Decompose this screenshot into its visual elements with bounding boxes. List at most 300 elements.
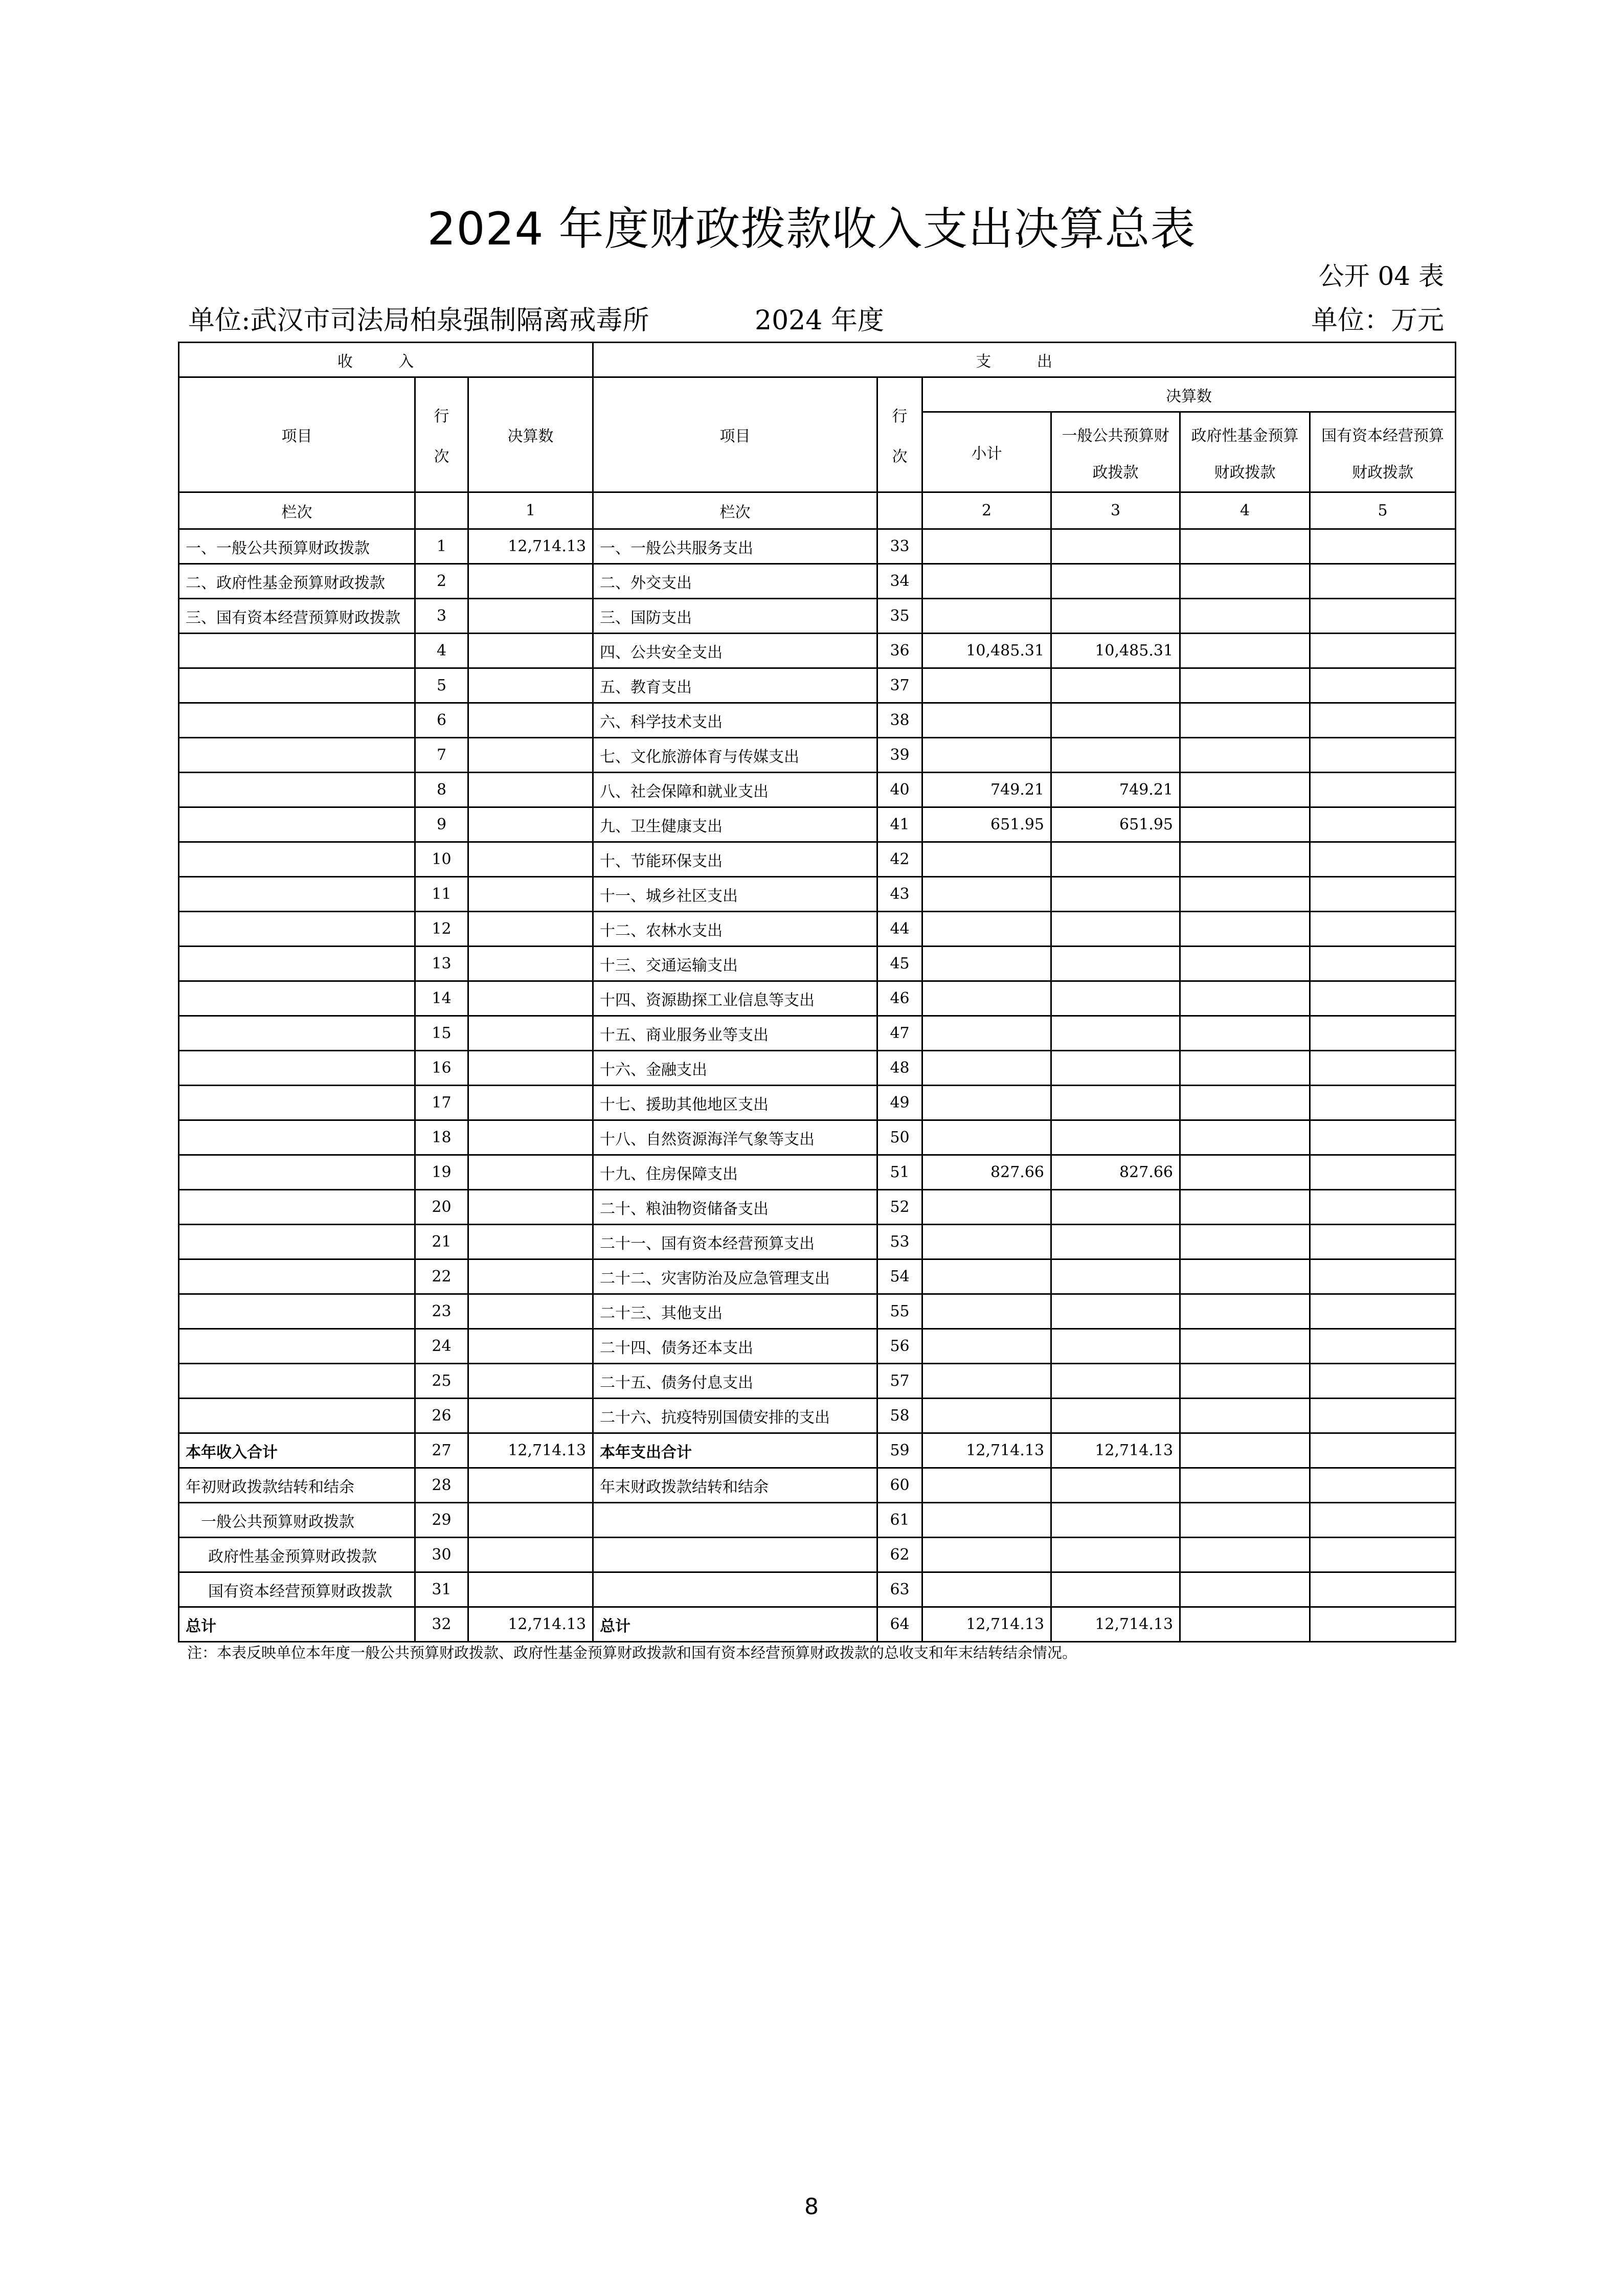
table-row [179, 842, 1456, 877]
cell-inc-amt [468, 1086, 593, 1120]
table-row [179, 1572, 1456, 1607]
cell-exp-no: 43 [877, 877, 922, 912]
cell-inc-name: 一、一般公共预算财政拨款 [179, 529, 415, 564]
cell-sub [922, 1399, 1051, 1433]
cell-inc-no: 7 [415, 738, 468, 773]
cell-sub [922, 738, 1051, 773]
cell-inc-name [179, 1364, 415, 1399]
cell-inc-name: 本年收入合计 [179, 1433, 415, 1468]
cell-inc-no: 31 [415, 1572, 468, 1607]
cell-exp-name: 二十六、抗疫特别国债安排的支出 [593, 1399, 877, 1433]
cell-exp-no: 33 [877, 529, 922, 564]
table-row [179, 1329, 1456, 1364]
cell-gen [1051, 738, 1180, 773]
table-row [179, 1468, 1456, 1503]
cell-exp-no: 40 [877, 773, 922, 807]
cell-sub: 10,485.31 [922, 634, 1051, 668]
cell-inc-amt [468, 807, 593, 842]
cell-gov [1180, 1120, 1310, 1155]
cell-exp-name: 三、国防支出 [593, 599, 877, 634]
cell-inc-amt [468, 1329, 593, 1364]
cell-sub [922, 1364, 1051, 1399]
cell-inc-no: 11 [415, 877, 468, 912]
cell-gov [1180, 912, 1310, 947]
cell-inc-no: 5 [415, 668, 468, 703]
cell-exp-name: 九、卫生健康支出 [593, 807, 877, 842]
cell-inc-name: 总计 [179, 1607, 415, 1642]
cell-inc-name [179, 1190, 415, 1225]
cell-gov [1180, 1503, 1310, 1538]
cell-sub [922, 1503, 1051, 1538]
cell-gen [1051, 1190, 1180, 1225]
table-row [179, 1051, 1456, 1086]
table-row [179, 1259, 1456, 1294]
cell-gen [1051, 1468, 1180, 1503]
cell-inc-amt [468, 1016, 593, 1051]
cell-exp-no: 39 [877, 738, 922, 773]
cell-exp-no: 37 [877, 668, 922, 703]
cell-inc-amt [468, 1538, 593, 1572]
currency-unit: 单位：万元 [1311, 305, 1444, 336]
cell-sub [922, 1016, 1051, 1051]
cell-gen [1051, 564, 1180, 599]
cell-inc-name [179, 668, 415, 703]
footnote: 注：本表反映单位本年度一般公共预算财政拨款、政府性基金预算财政拨款和国有资本经营预算财政拨款的总收支和年末结转结余情况。 [187, 1644, 1077, 1661]
cell-inc-no: 24 [415, 1329, 468, 1364]
subtotal-header: 小计 [922, 412, 1051, 492]
income-row-no-header: 行 次 [415, 377, 468, 492]
cell-gov [1180, 773, 1310, 807]
page-number: 8 [804, 2194, 819, 2220]
cell-exp-no: 63 [877, 1572, 922, 1607]
cell-exp-name: 二十四、债务还本支出 [593, 1329, 877, 1364]
cell-gen [1051, 703, 1180, 738]
cell-soe [1310, 1607, 1456, 1642]
cell-inc-amt [468, 738, 593, 773]
col-number-3: 3 [1051, 492, 1180, 529]
table-row [179, 1225, 1456, 1259]
cell-exp-name: 十五、商业服务业等支出 [593, 1016, 877, 1051]
cell-soe [1310, 1468, 1456, 1503]
cell-gen [1051, 1051, 1180, 1086]
cell-inc-amt [468, 1399, 593, 1433]
cell-sub [922, 1572, 1051, 1607]
cell-gov [1180, 668, 1310, 703]
cell-gov [1180, 529, 1310, 564]
table-row [179, 981, 1456, 1016]
general-budget-header: 一般公共预算财政拨款 [1051, 412, 1180, 492]
cell-inc-amt [468, 1259, 593, 1294]
cell-gen: 827.66 [1051, 1155, 1180, 1190]
cell-gen [1051, 1120, 1180, 1155]
cell-soe [1310, 773, 1456, 807]
cell-exp-name: 年末财政拨款结转和结余 [593, 1468, 877, 1503]
cell-inc-name: 三、国有资本经营预算财政拨款 [179, 599, 415, 634]
cell-inc-no: 21 [415, 1225, 468, 1259]
cell-inc-name [179, 1294, 415, 1329]
cell-inc-amt [468, 1190, 593, 1225]
table-row [179, 703, 1456, 738]
table-row [179, 807, 1456, 842]
cell-soe [1310, 1086, 1456, 1120]
cell-gov [1180, 1364, 1310, 1399]
cell-gov [1180, 947, 1310, 981]
cell-gen [1051, 981, 1180, 1016]
cell-exp-no: 60 [877, 1468, 922, 1503]
cell-gen [1051, 947, 1180, 981]
cell-inc-name: 年初财政拨款结转和结余 [179, 1468, 415, 1503]
cell-soe [1310, 668, 1456, 703]
cell-exp-name: 四、公共安全支出 [593, 634, 877, 668]
cell-soe [1310, 1433, 1456, 1468]
cell-exp-name: 十七、援助其他地区支出 [593, 1086, 877, 1120]
cell-exp-no: 34 [877, 564, 922, 599]
cell-exp-no: 64 [877, 1607, 922, 1642]
cell-inc-amt [468, 668, 593, 703]
gov-fund-header: 政府性基金预算财政拨款 [1180, 412, 1310, 492]
cell-exp-no: 61 [877, 1503, 922, 1538]
cell-inc-amt [468, 1120, 593, 1155]
cell-sub [922, 877, 1051, 912]
form-number: 公开 04 表 [1318, 261, 1444, 291]
cell-exp-name: 二十一、国有资本经营预算支出 [593, 1225, 877, 1259]
cell-gen [1051, 877, 1180, 912]
table-row [179, 1190, 1456, 1225]
expense-row-no-header: 行 次 [877, 377, 922, 492]
cell-sub: 12,714.13 [922, 1433, 1051, 1468]
cell-exp-no: 36 [877, 634, 922, 668]
cell-inc-no: 9 [415, 807, 468, 842]
cell-inc-name [179, 1259, 415, 1294]
col-label-right: 栏次 [593, 492, 877, 529]
cell-sub [922, 1468, 1051, 1503]
cell-inc-name [179, 981, 415, 1016]
cell-exp-name: 十四、资源勘探工业信息等支出 [593, 981, 877, 1016]
cell-inc-name [179, 947, 415, 981]
cell-sub [922, 1294, 1051, 1329]
cell-sub [922, 1538, 1051, 1572]
table-row [179, 564, 1456, 599]
budget-table [178, 342, 1456, 1642]
cell-exp-name: 二、外交支出 [593, 564, 877, 599]
cell-inc-amt [468, 564, 593, 599]
cell-soe [1310, 1572, 1456, 1607]
cell-exp-name: 十九、住房保障支出 [593, 1155, 877, 1190]
cell-gov [1180, 738, 1310, 773]
cell-gen [1051, 599, 1180, 634]
cell-exp-no: 50 [877, 1120, 922, 1155]
cell-inc-amt [468, 842, 593, 877]
page-title: 2024 年度财政拨款收入支出决算总表 [427, 202, 1196, 255]
cell-sub: 827.66 [922, 1155, 1051, 1190]
cell-soe [1310, 981, 1456, 1016]
cell-inc-no: 26 [415, 1399, 468, 1433]
cell-gov [1180, 1155, 1310, 1190]
cell-inc-amt [468, 981, 593, 1016]
cell-inc-name [179, 1120, 415, 1155]
cell-sub [922, 1120, 1051, 1155]
income-item-header: 项目 [179, 377, 415, 492]
cell-gen [1051, 1016, 1180, 1051]
cell-gov [1180, 599, 1310, 634]
cell-inc-name [179, 703, 415, 738]
cell-inc-amt [468, 1225, 593, 1259]
cell-inc-amt: 12,714.13 [468, 1607, 593, 1642]
cell-exp-name: 二十五、债务付息支出 [593, 1364, 877, 1399]
cell-exp-name: 二十、粮油物资储备支出 [593, 1190, 877, 1225]
cell-soe [1310, 1259, 1456, 1294]
cell-sub [922, 1329, 1051, 1364]
cell-gov [1180, 1329, 1310, 1364]
cell-exp-no: 51 [877, 1155, 922, 1190]
cell-exp-name: 七、文化旅游体育与传媒支出 [593, 738, 877, 773]
cell-inc-amt: 12,714.13 [468, 529, 593, 564]
cell-inc-no: 16 [415, 1051, 468, 1086]
cell-sub: 651.95 [922, 807, 1051, 842]
cell-inc-amt [468, 1294, 593, 1329]
cell-exp-name [593, 1572, 877, 1607]
cell-exp-name: 十三、交通运输支出 [593, 947, 877, 981]
table-row [179, 529, 1456, 564]
col-number-2: 2 [922, 492, 1051, 529]
table-row [179, 1155, 1456, 1190]
table-row [179, 1294, 1456, 1329]
cell-exp-no: 62 [877, 1538, 922, 1572]
cell-exp-no: 49 [877, 1086, 922, 1120]
cell-inc-name: 一般公共预算财政拨款 [179, 1503, 415, 1538]
cell-gen [1051, 1572, 1180, 1607]
cell-inc-amt [468, 1572, 593, 1607]
cell-inc-name [179, 912, 415, 947]
cell-gen [1051, 1259, 1180, 1294]
cell-exp-name: 十二、农林水支出 [593, 912, 877, 947]
cell-soe [1310, 634, 1456, 668]
cell-exp-no: 41 [877, 807, 922, 842]
cell-soe [1310, 564, 1456, 599]
cell-inc-no: 32 [415, 1607, 468, 1642]
table-row [179, 1016, 1456, 1051]
cell-inc-name [179, 1225, 415, 1259]
cell-gen: 651.95 [1051, 807, 1180, 842]
cell-exp-name: 十六、金融支出 [593, 1051, 877, 1086]
cell-gov [1180, 1051, 1310, 1086]
cell-exp-name: 一、一般公共服务支出 [593, 529, 877, 564]
cell-exp-no: 44 [877, 912, 922, 947]
cell-inc-name: 政府性基金预算财政拨款 [179, 1538, 415, 1572]
table-row [179, 912, 1456, 947]
cell-exp-no: 58 [877, 1399, 922, 1433]
cell-inc-name [179, 773, 415, 807]
cell-inc-no: 10 [415, 842, 468, 877]
cell-gen [1051, 1399, 1180, 1433]
cell-gov [1180, 1016, 1310, 1051]
income-amount-header: 决算数 [468, 377, 593, 492]
cell-inc-no: 29 [415, 1503, 468, 1538]
cell-exp-name [593, 1503, 877, 1538]
cell-inc-name [179, 634, 415, 668]
cell-exp-no: 42 [877, 842, 922, 877]
cell-sub [922, 912, 1051, 947]
table-row [179, 599, 1456, 634]
table-row [179, 738, 1456, 773]
cell-gen: 10,485.31 [1051, 634, 1180, 668]
cell-inc-amt [468, 703, 593, 738]
cell-exp-no: 47 [877, 1016, 922, 1051]
cell-gov [1180, 981, 1310, 1016]
cell-inc-name [179, 1399, 415, 1433]
cell-sub: 12,714.13 [922, 1607, 1051, 1642]
cell-sub [922, 842, 1051, 877]
cell-inc-no: 1 [415, 529, 468, 564]
cell-inc-name [179, 807, 415, 842]
cell-soe [1310, 807, 1456, 842]
fiscal-year: 2024 年度 [755, 305, 884, 336]
cell-soe [1310, 1294, 1456, 1329]
cell-inc-no: 27 [415, 1433, 468, 1468]
col-label-left: 栏次 [179, 492, 415, 529]
cell-exp-no: 55 [877, 1294, 922, 1329]
cell-inc-no: 23 [415, 1294, 468, 1329]
cell-inc-no: 12 [415, 912, 468, 947]
expense-item-header: 项目 [593, 377, 877, 492]
cell-inc-name [179, 1329, 415, 1364]
cell-exp-name: 十、节能环保支出 [593, 842, 877, 877]
cell-gen [1051, 912, 1180, 947]
cell-exp-name: 总计 [593, 1607, 877, 1642]
cell-sub [922, 529, 1051, 564]
cell-soe [1310, 1155, 1456, 1190]
cell-inc-no: 14 [415, 981, 468, 1016]
cell-soe [1310, 1399, 1456, 1433]
cell-gov [1180, 1259, 1310, 1294]
cell-sub [922, 947, 1051, 981]
cell-sub [922, 564, 1051, 599]
cell-gen: 749.21 [1051, 773, 1180, 807]
cell-sub [922, 1190, 1051, 1225]
cell-exp-no: 35 [877, 599, 922, 634]
cell-inc-amt [468, 1364, 593, 1399]
cell-gen [1051, 1225, 1180, 1259]
income-header: 收 入 [179, 343, 593, 377]
cell-gen [1051, 1329, 1180, 1364]
cell-inc-no: 15 [415, 1016, 468, 1051]
cell-inc-no: 8 [415, 773, 468, 807]
cell-inc-amt [468, 1468, 593, 1503]
cell-inc-name: 国有资本经营预算财政拨款 [179, 1572, 415, 1607]
table-row [179, 1607, 1456, 1642]
cell-inc-no: 22 [415, 1259, 468, 1294]
cell-exp-name: 本年支出合计 [593, 1433, 877, 1468]
cell-sub [922, 1086, 1051, 1120]
cell-sub: 749.21 [922, 773, 1051, 807]
cell-inc-no: 25 [415, 1364, 468, 1399]
col-blank [877, 492, 922, 529]
cell-gov [1180, 1572, 1310, 1607]
cell-sub [922, 703, 1051, 738]
cell-soe [1310, 738, 1456, 773]
cell-inc-no: 20 [415, 1190, 468, 1225]
cell-gov [1180, 807, 1310, 842]
cell-inc-name [179, 877, 415, 912]
cell-soe [1310, 1051, 1456, 1086]
cell-exp-name: 五、教育支出 [593, 668, 877, 703]
table-row [179, 1503, 1456, 1538]
state-capital-header: 国有资本经营预算财政拨款 [1310, 412, 1456, 492]
cell-soe [1310, 1120, 1456, 1155]
cell-soe [1310, 1364, 1456, 1399]
cell-inc-amt [468, 1051, 593, 1086]
cell-inc-amt [468, 634, 593, 668]
cell-inc-name [179, 738, 415, 773]
cell-exp-name: 八、社会保障和就业支出 [593, 773, 877, 807]
cell-gov [1180, 1468, 1310, 1503]
cell-exp-name: 十八、自然资源海洋气象等支出 [593, 1120, 877, 1155]
cell-gov [1180, 842, 1310, 877]
cell-gov [1180, 1190, 1310, 1225]
cell-exp-no: 59 [877, 1433, 922, 1468]
cell-inc-no: 28 [415, 1468, 468, 1503]
col-number-4: 4 [1180, 492, 1310, 529]
cell-inc-name [179, 1086, 415, 1120]
cell-inc-amt [468, 1155, 593, 1190]
cell-gen [1051, 1364, 1180, 1399]
cell-gov [1180, 877, 1310, 912]
cell-gov [1180, 1294, 1310, 1329]
cell-gen: 12,714.13 [1051, 1433, 1180, 1468]
cell-exp-no: 54 [877, 1259, 922, 1294]
table-row [179, 1086, 1456, 1120]
table-row [179, 877, 1456, 912]
cell-soe [1310, 842, 1456, 877]
cell-inc-name [179, 1016, 415, 1051]
cell-inc-no: 2 [415, 564, 468, 599]
table-row [179, 947, 1456, 981]
cell-sub [922, 1225, 1051, 1259]
table-row [179, 1399, 1456, 1433]
expense-amount-header: 决算数 [922, 377, 1456, 412]
cell-inc-amt: 12,714.13 [468, 1433, 593, 1468]
col-number-1: 1 [468, 492, 593, 529]
cell-inc-name [179, 1051, 415, 1086]
table-row [179, 773, 1456, 807]
table-row [179, 1433, 1456, 1468]
cell-inc-name [179, 842, 415, 877]
cell-gen [1051, 1538, 1180, 1572]
cell-inc-no: 19 [415, 1155, 468, 1190]
cell-soe [1310, 599, 1456, 634]
cell-sub [922, 668, 1051, 703]
cell-inc-no: 17 [415, 1086, 468, 1120]
cell-exp-no: 45 [877, 947, 922, 981]
cell-inc-amt [468, 912, 593, 947]
cell-gen [1051, 529, 1180, 564]
cell-exp-name: 二十二、灾害防治及应急管理支出 [593, 1259, 877, 1294]
cell-gov [1180, 1607, 1310, 1642]
cell-soe [1310, 947, 1456, 981]
cell-exp-no: 48 [877, 1051, 922, 1086]
cell-sub [922, 1051, 1051, 1086]
table-row [179, 1364, 1456, 1399]
cell-inc-no: 3 [415, 599, 468, 634]
cell-gen [1051, 1086, 1180, 1120]
cell-soe [1310, 912, 1456, 947]
cell-inc-amt [468, 773, 593, 807]
col-blank [415, 492, 468, 529]
cell-gen [1051, 1294, 1180, 1329]
cell-gov [1180, 1086, 1310, 1120]
cell-soe [1310, 1190, 1456, 1225]
cell-exp-no: 52 [877, 1190, 922, 1225]
